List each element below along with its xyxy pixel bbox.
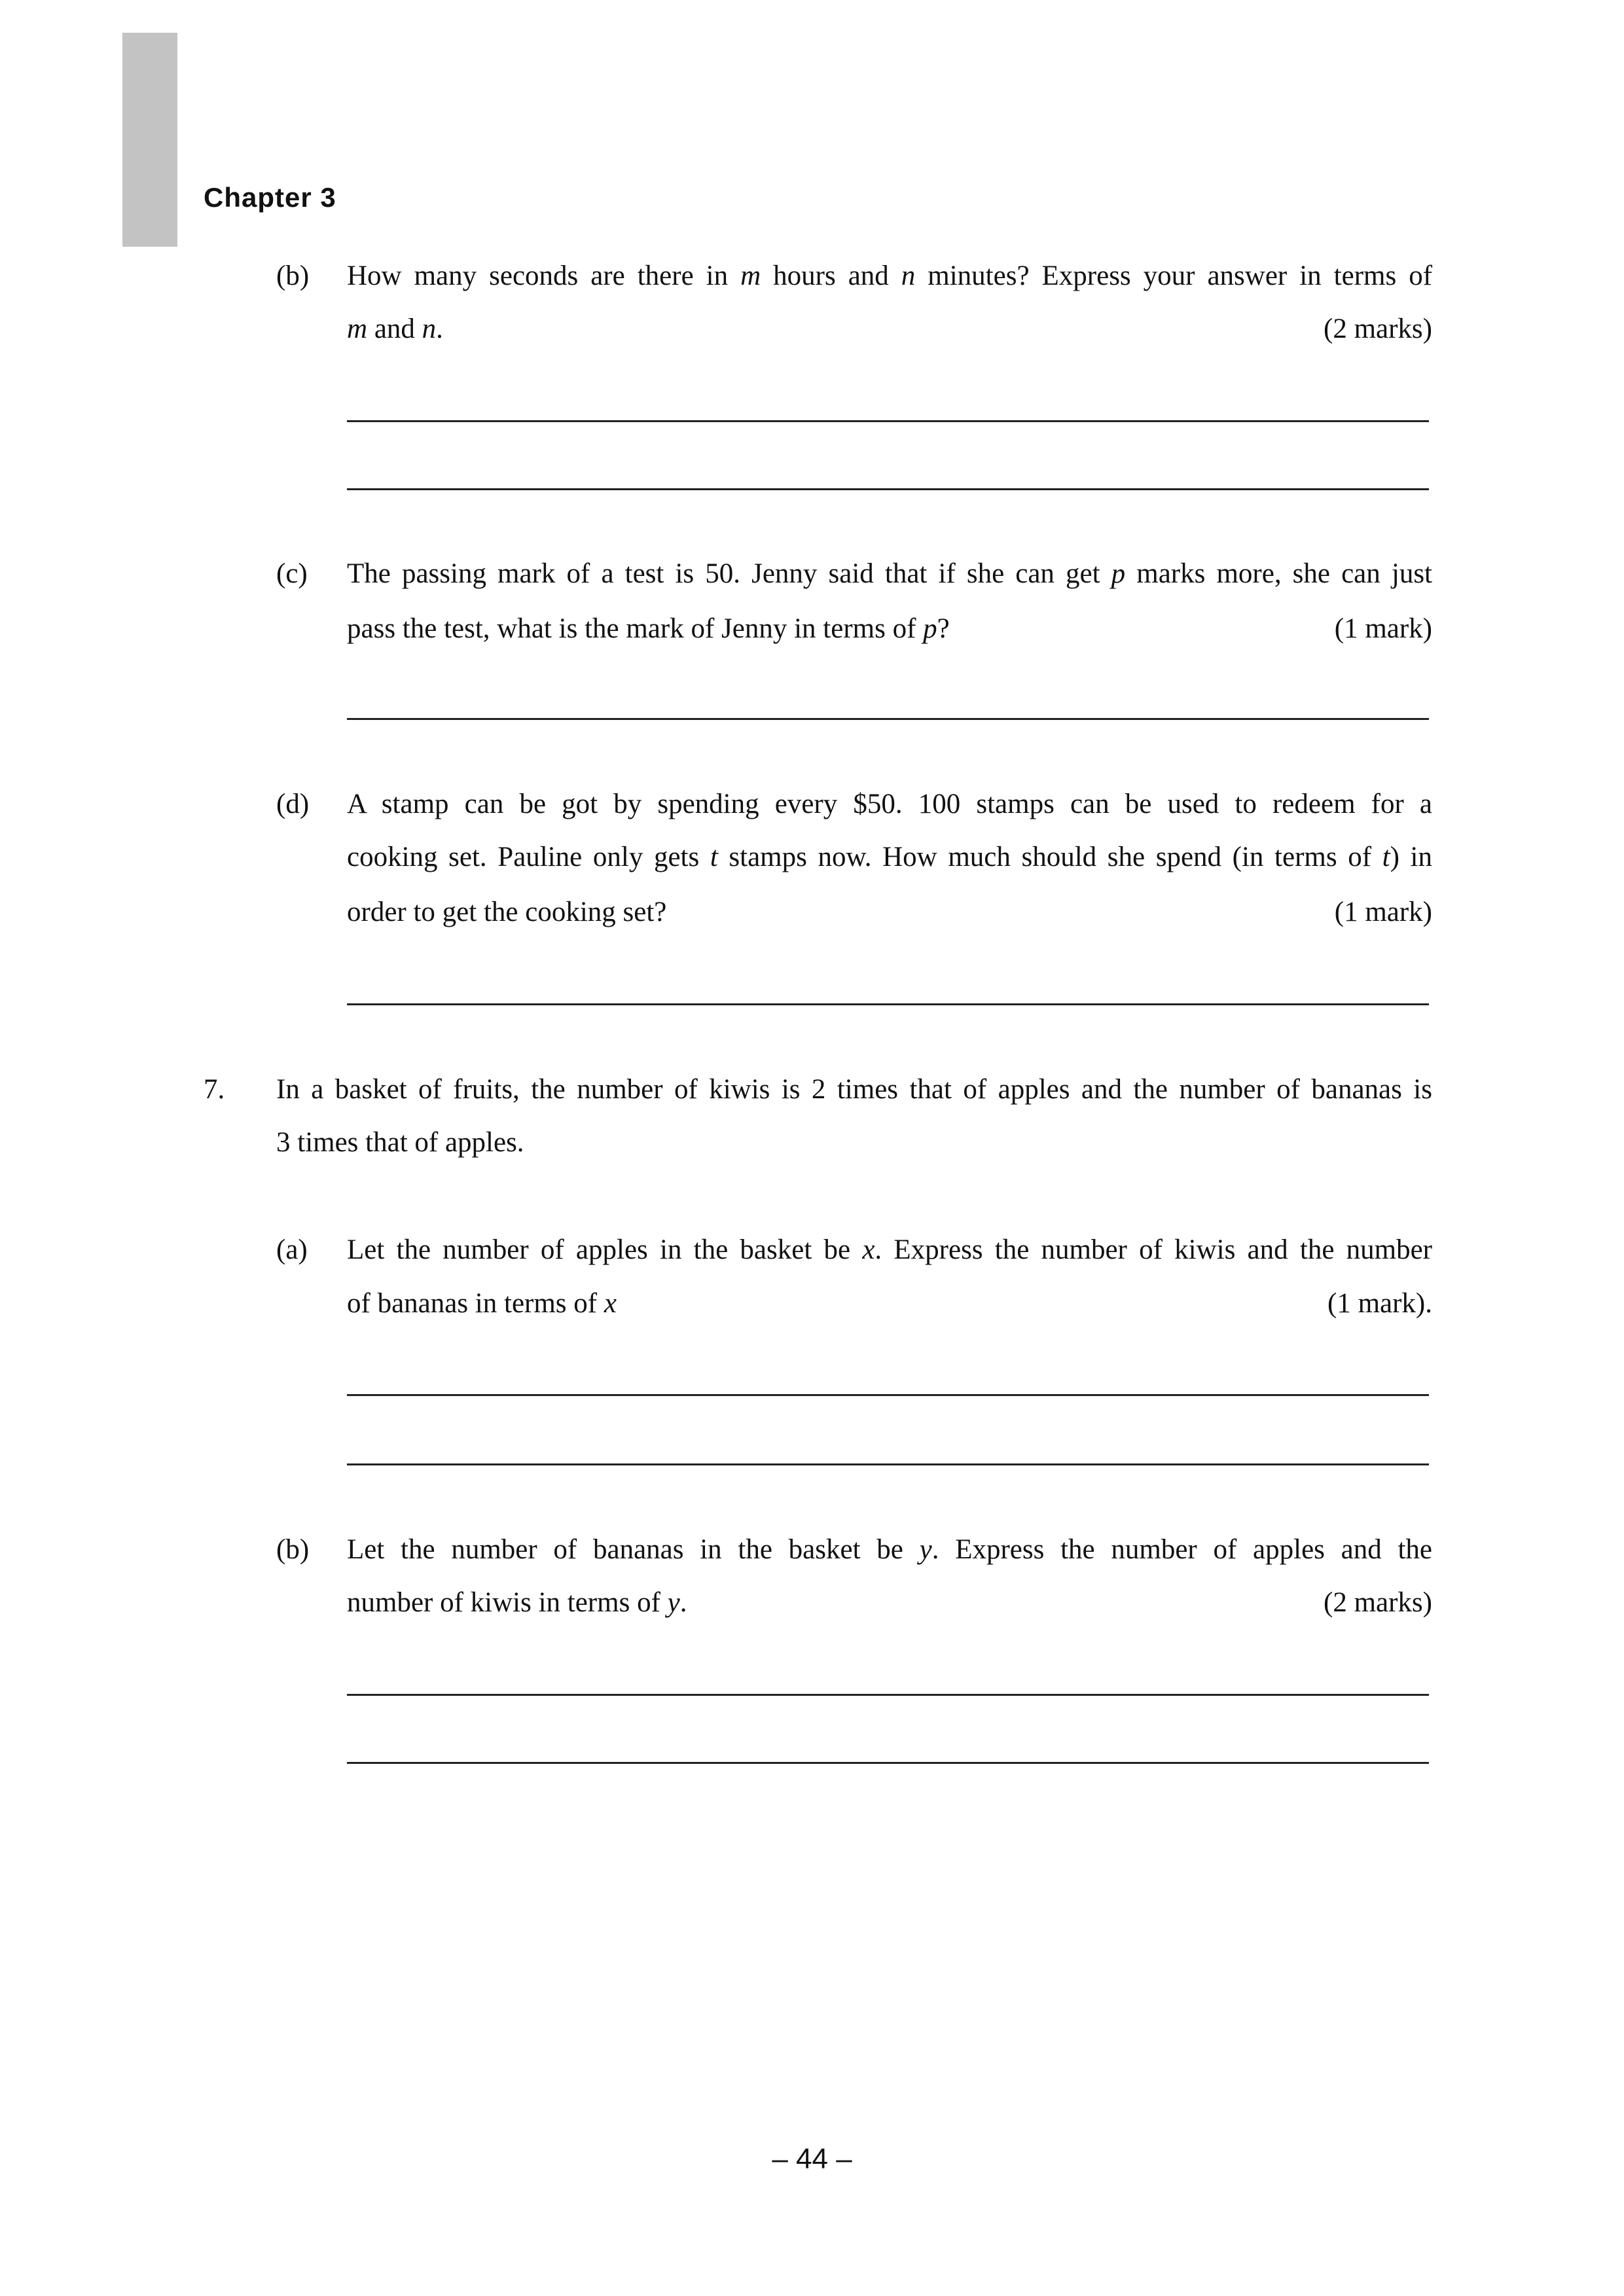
answer-line[interactable] <box>347 718 1429 720</box>
answer-line[interactable] <box>347 1394 1429 1396</box>
question-text: A stamp can be got by spending every $50. 100 stamps can be used to redeem for a <box>347 789 1432 819</box>
answer-line[interactable] <box>347 1003 1429 1005</box>
answer-line[interactable] <box>347 488 1429 490</box>
marks-label: (1 mark) <box>1334 897 1432 927</box>
question-text: How many seconds are there in m hours and n minutes? Express your answer in terms of <box>347 260 1433 291</box>
answer-line[interactable] <box>347 1694 1429 1696</box>
question-text-line: order to get the cooking set? <box>347 897 667 927</box>
question-text: cooking set. Pauline only gets t stamps now. How much should she spend (in terms of t) in <box>347 842 1432 872</box>
question-label: (d) <box>276 789 310 819</box>
question-text: Let the number of apples in the basket be x. Express the number of kiwis and the number <box>347 1234 1432 1265</box>
chapter-heading: Chapter 3 <box>204 182 336 213</box>
question-text-line: pass the test, what is the mark of Jenny in terms of p? <box>347 613 950 644</box>
question-text <box>347 893 1432 932</box>
question-text-line: of bananas in terms of x <box>347 1288 617 1319</box>
question-text <box>347 609 1432 649</box>
question-text: Let the number of bananas in the basket be y. Express the number of apples and the <box>347 1534 1432 1565</box>
question-text <box>347 1284 1432 1323</box>
marks-label: (1 mark). <box>1327 1288 1432 1319</box>
marks-label: (2 marks) <box>1324 1587 1432 1618</box>
question-text: In a basket of fruits, the number of kiwis is 2 times that of apples and the number of bananas is <box>276 1074 1432 1105</box>
page-number: – 44 – <box>772 2143 852 2175</box>
marks-label: (2 marks) <box>1324 314 1432 344</box>
chapter-tab-bar <box>122 33 177 247</box>
question-text-line: m and n. <box>347 314 443 344</box>
answer-line[interactable] <box>347 420 1429 422</box>
question-label: (b) <box>276 1534 310 1565</box>
question-label: (b) <box>276 260 310 291</box>
question-text: 3 times that of apples. <box>276 1127 524 1158</box>
question-text-line: number of kiwis in terms of y. <box>347 1587 687 1618</box>
question-text: The passing mark of a test is 50. Jenny said that if she can get p marks more, she can just <box>347 558 1432 589</box>
question-label: (c) <box>276 558 308 589</box>
question-number: 7. <box>204 1074 225 1105</box>
marks-label: (1 mark) <box>1334 613 1432 644</box>
answer-line[interactable] <box>347 1463 1429 1465</box>
question-text <box>347 1583 1432 1623</box>
question-label: (a) <box>276 1234 308 1265</box>
question-text <box>347 310 1432 349</box>
answer-line[interactable] <box>347 1762 1429 1764</box>
